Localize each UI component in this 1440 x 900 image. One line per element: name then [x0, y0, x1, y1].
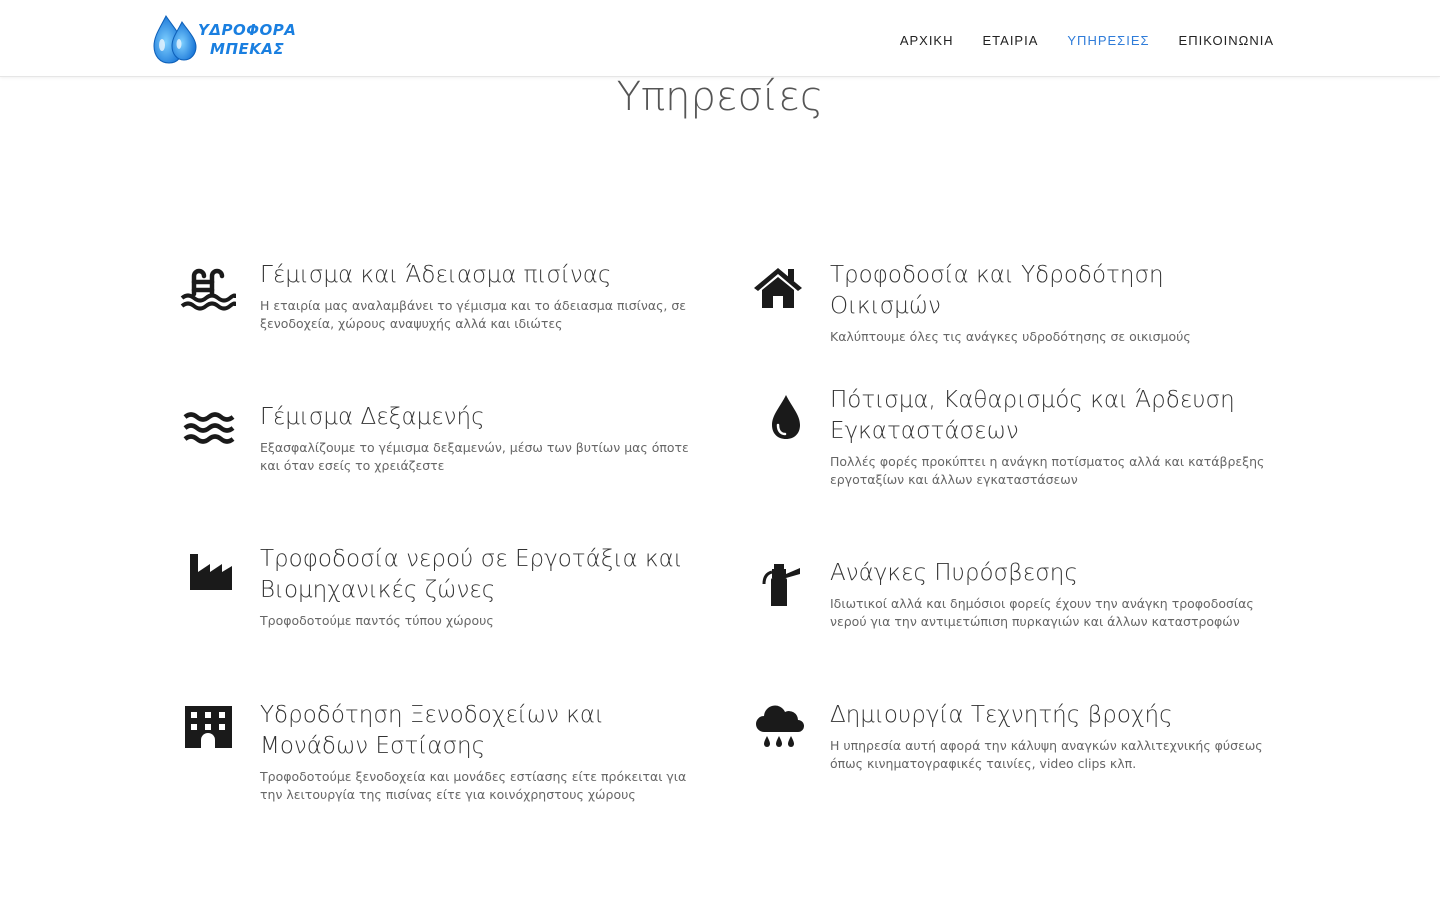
- service-description: Τροφοδοτούμε παντός τύπου χώρους: [260, 613, 494, 628]
- rain-cloud-icon: [750, 700, 806, 756]
- nav-item-home[interactable]: ΑΡΧΙΚΗ: [899, 33, 954, 48]
- service-description: Τροφοδοτούμε ξενοδοχεία και μονάδες εστίασης είτε πρόκειται για την λειτουργία της πισίνας είτε για κοινόχρηστους χώρους: [260, 769, 687, 802]
- factory-icon: [180, 544, 236, 600]
- fire-extinguisher-icon: [750, 558, 806, 614]
- service-title: Πότισμα, Καθαρισμός και Άρδευση Εγκαταστάσεων: [830, 387, 1235, 444]
- nav-item-services[interactable]: ΥΠΗΡΕΣΙΕΣ: [1067, 33, 1150, 48]
- service-title: Δημιουργία Τεχνητής βροχής: [830, 702, 1173, 728]
- service-description: Εξασφαλίζουμε το γέμισμα δεξαμενών, μέσω των βυτίων μας όποτε και όταν εσείς το χρειάζεστε: [260, 440, 689, 473]
- service-description: Η υπηρεσία αυτή αφορά την κάλυψη αναγκών καλλιτεχνικής φύσεως όπως κινηματογραφικές ταινίες, video clips κλπ.: [830, 738, 1263, 771]
- hotel-icon: [180, 700, 236, 756]
- service-description: Καλύπτουμε όλες τις ανάγκες υδροδότησης σε οικισμούς: [830, 329, 1191, 344]
- service-description: Πολλές φορές προκύπτει η ανάγκη ποτίσματος αλλά και κατάβρεξης εργοταξίων και άλλων εγκαταστάσεων: [830, 454, 1265, 487]
- main-nav: [900, 33, 1274, 48]
- service-title: Υδροδότηση Ξενοδοχείων και Μονάδων Εστίασης: [260, 702, 604, 759]
- nav-item-contact[interactable]: ΕΠΙΚΟΙΝΩΝΙΑ: [1178, 33, 1274, 48]
- logo[interactable]: [152, 10, 297, 66]
- service-title: Τροφοδοσία και Υδροδότηση Οικισμών: [830, 262, 1164, 319]
- service-title: Γέμισμα Δεξαμενής: [260, 404, 485, 430]
- pool-icon: [180, 260, 236, 316]
- service-title: Ανάγκες Πυρόσβεσης: [830, 560, 1078, 586]
- service-title: Γέμισμα και Άδειασμα πισίνας: [260, 262, 612, 288]
- page-title: Υπηρεσίες: [616, 74, 824, 120]
- logo-line-2: ΜΠΕΚΑΣ: [210, 40, 285, 58]
- site-header: [0, 0, 1440, 77]
- waves-icon: [180, 402, 236, 458]
- nav-item-company[interactable]: ΕΤΑΙΡΙΑ: [982, 33, 1039, 48]
- service-description: Η εταιρία μας αναλαμβάνει το γέμισμα και το άδειασμα πισίνας, σε ξενοδοχεία, χώρους αναψυχής αλλά και ιδιώτες: [260, 298, 687, 331]
- service-title: Τροφοδοσία νερού σε Εργοτάξια και Βιομηχανικές ζώνες: [260, 546, 683, 603]
- water-drop-icon: [750, 391, 806, 447]
- logo-line-1: ΥΔΡΟΦΟΡΑ: [198, 21, 297, 39]
- house-icon: [750, 260, 806, 316]
- logo-text: [198, 21, 296, 59]
- service-description: Ιδιωτικοί αλλά και δημόσιοι φορείς έχουν την ανάγκη τροφοδοσίας νερού για την αντιμετώπιση πυρκαγιών και άλλων καταστροφών: [830, 596, 1254, 629]
- water-drops-logo-icon: [152, 10, 202, 66]
